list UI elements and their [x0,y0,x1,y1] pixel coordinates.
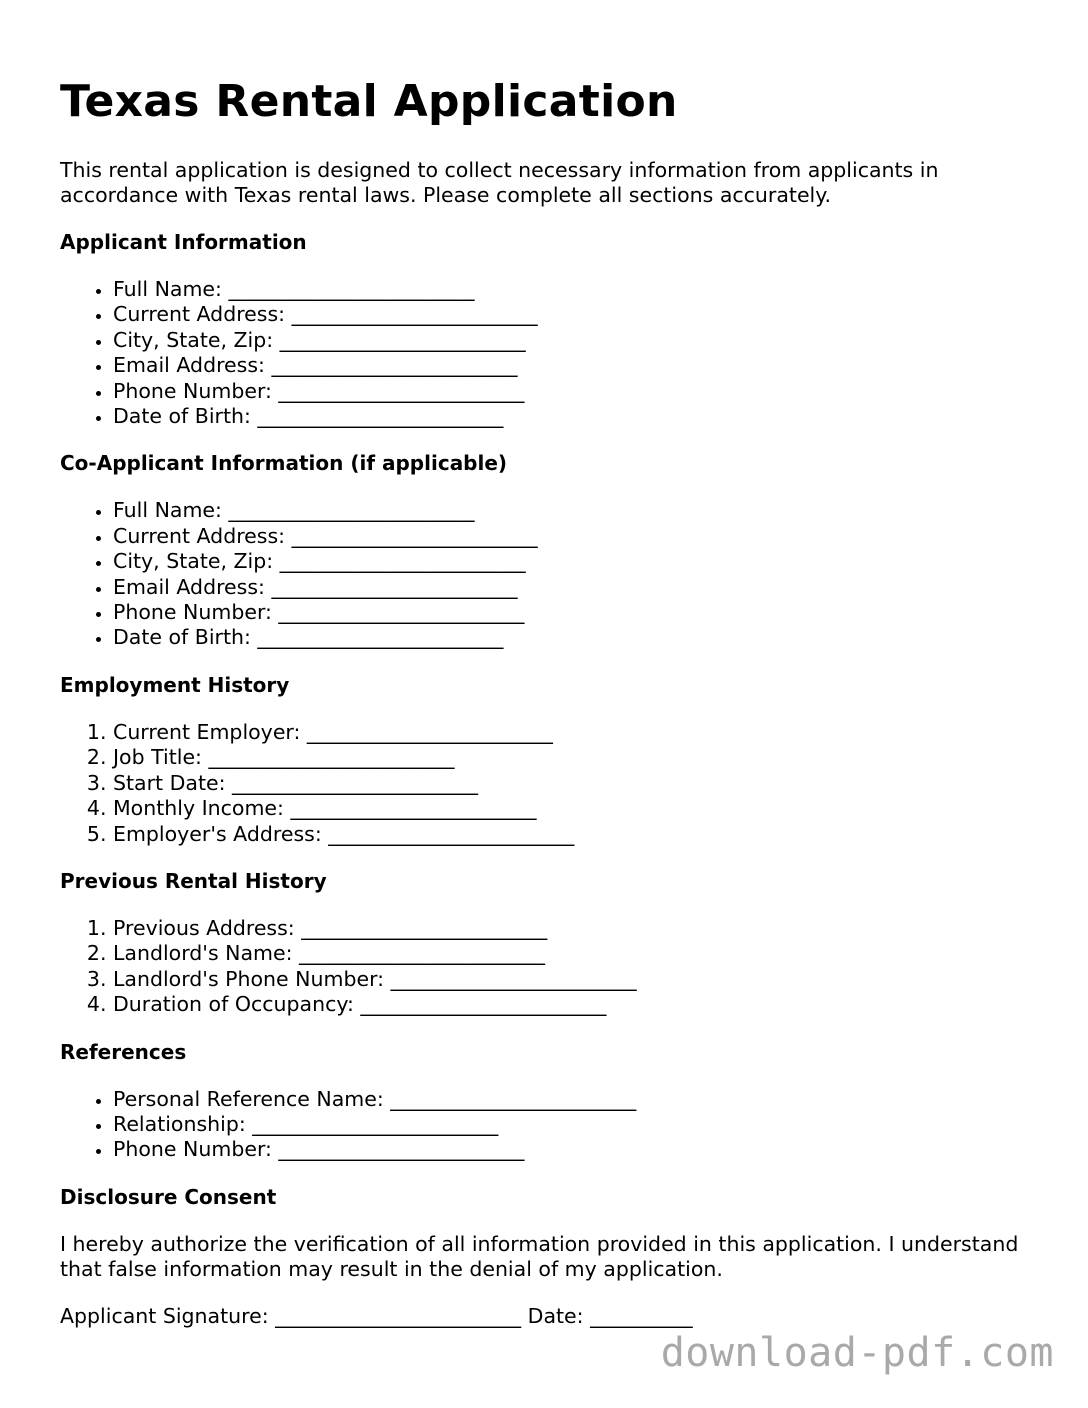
document-page [60,0,1028,1329]
applicant-city-state-zip: • City, State, Zip: ________________________ [113,328,1028,353]
applicant-email: • Email Address: ________________________ [113,353,1028,378]
employment-current-employer: 1. Current Employer: ________________________ [113,720,1028,745]
references-heading: References [60,1039,187,1064]
coapplicant-phone: • Phone Number: ________________________ [113,600,1028,625]
coapplicant-current-address: • Current Address: ________________________ [113,524,1028,549]
coapplicant-dob: • Date of Birth: ________________________ [113,625,1028,650]
employment-heading: Employment History [60,672,290,697]
employment-list [60,720,1028,847]
employment-start-date: 3. Start Date: ________________________ [113,771,1028,796]
disclosure-text: I hereby authorize the verification of all information provided in this application. I understand that false information may result in the denial of my application. [60,1231,1019,1281]
coapplicant-list [60,498,1028,650]
rental-heading: Previous Rental History [60,868,327,893]
applicant-full-name: • Full Name: ________________________ [113,277,1028,302]
employment-job-title: 2. Job Title: ________________________ [113,745,1028,770]
applicant-section [60,230,1028,429]
references-section [60,1040,1028,1163]
coapplicant-city-state-zip: • City, State, Zip: ________________________ [113,549,1028,574]
disclosure-heading: Disclosure Consent [60,1184,277,1209]
reference-relationship: • Relationship: ________________________ [113,1112,1028,1137]
rental-duration: 4. Duration of Occupancy: ________________________ [113,992,1028,1017]
employment-section [60,673,1028,847]
coapplicant-section [60,451,1028,650]
applicant-heading: Applicant Information [60,230,307,254]
coapplicant-email: • Email Address: ________________________ [113,575,1028,600]
applicant-current-address: • Current Address: ________________________ [113,302,1028,327]
document-title: Texas Rental Application [60,76,678,127]
references-list [60,1087,1028,1163]
rental-landlord-phone: 3. Landlord's Phone Number: ________________________ [113,967,1028,992]
coapplicant-heading: Co-Applicant Information (if applicable) [60,451,508,476]
intro-paragraph: This rental application is designed to collect necessary information from applicants in accordance with Texas rental laws. Please complete all sections accurately. [60,158,939,207]
applicant-dob: • Date of Birth: ________________________ [113,404,1028,429]
watermark: download-pdf.com [660,1330,1054,1376]
employment-employer-address: 5. Employer's Address: ________________________ [113,822,1028,847]
applicant-list [60,277,1028,429]
rental-previous-address: 1. Previous Address: ________________________ [113,916,1028,941]
rental-list [60,916,1028,1018]
reference-name: • Personal Reference Name: ________________________ [113,1087,1028,1112]
applicant-phone: • Phone Number: ________________________ [113,379,1028,404]
employment-monthly-income: 4. Monthly Income: ________________________ [113,796,1028,821]
coapplicant-full-name: • Full Name: ________________________ [113,498,1028,523]
rental-section [60,869,1028,1018]
rental-landlord-name: 2. Landlord's Name: ________________________ [113,941,1028,966]
signature-line: Applicant Signature: ________________________ Date: __________ [60,1303,693,1328]
disclosure-section [60,1185,1028,1329]
reference-phone: • Phone Number: ________________________ [113,1137,1028,1162]
